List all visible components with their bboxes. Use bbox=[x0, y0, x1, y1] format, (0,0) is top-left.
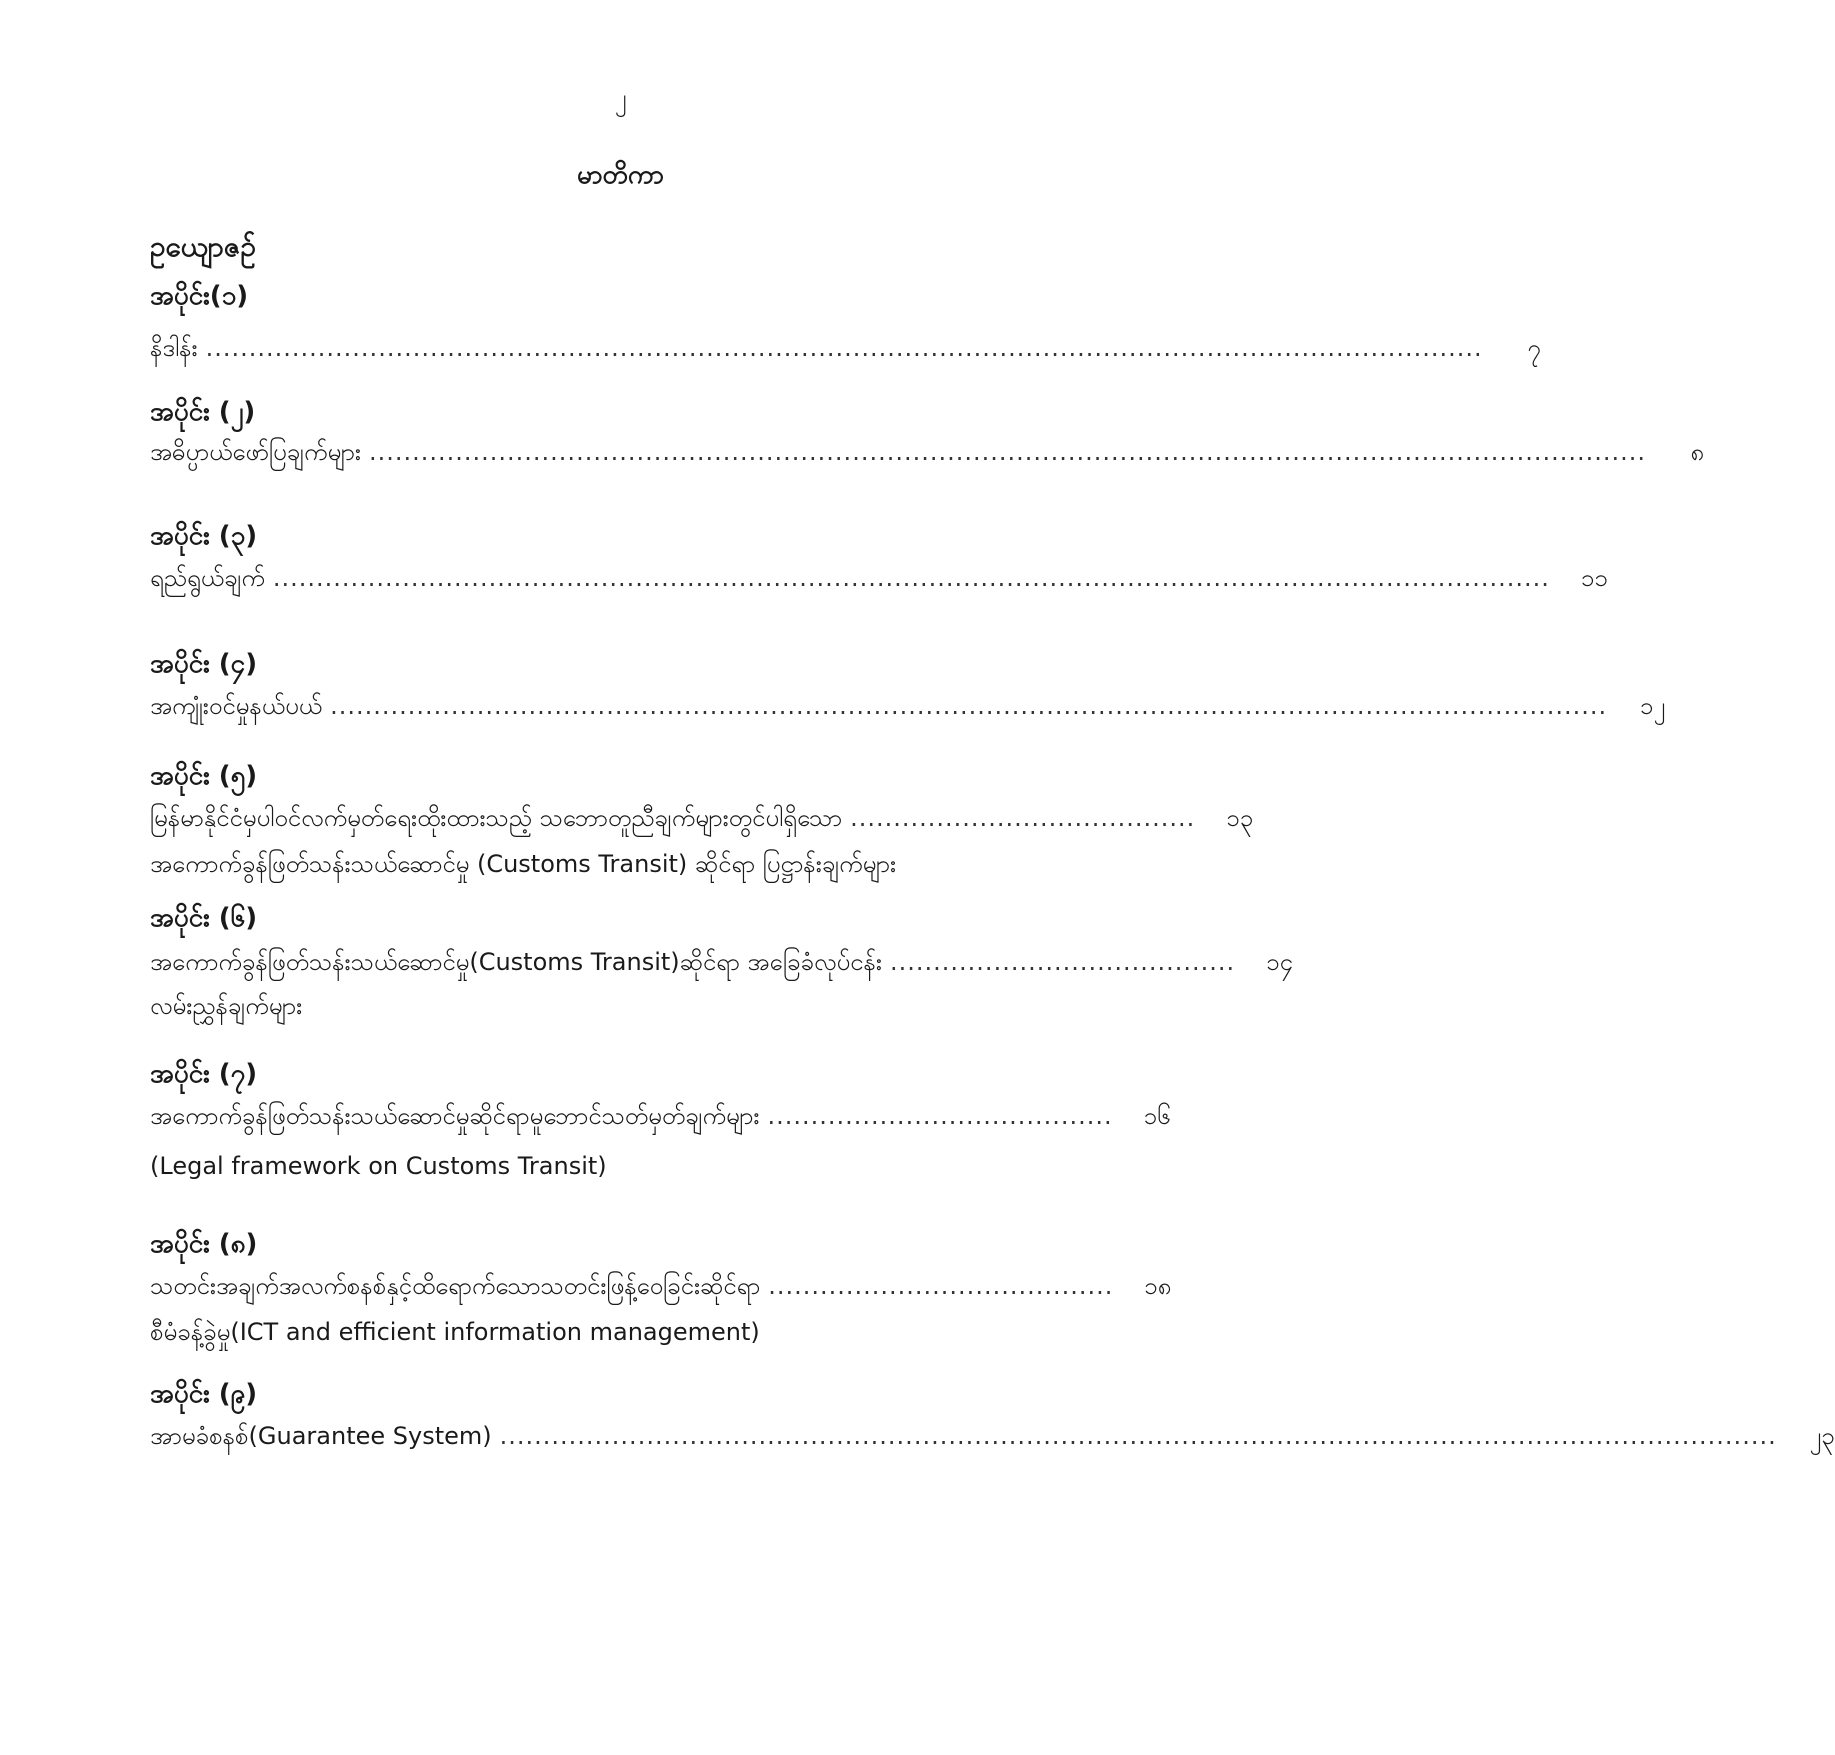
entry-continuation: စီမံခန့်ခွဲမှု(ICT and efficient information management) bbox=[150, 1318, 760, 1346]
dot-leader: .................................................................................................................................................... bbox=[499, 1422, 1777, 1450]
dot-leader: ........................................ bbox=[850, 804, 1196, 832]
page-title: မာတိကာ bbox=[577, 160, 664, 190]
dot-leader: .................................................................................................................................................... bbox=[205, 334, 1483, 362]
part-heading: အပိုင်း (၃) bbox=[150, 521, 258, 551]
part-heading: အပိုင်း (၈) bbox=[150, 1229, 258, 1259]
entry-page-number: ၈ bbox=[1690, 438, 1705, 466]
dot-leader: .................................................................................................................................................... bbox=[272, 564, 1550, 592]
part-heading: အပိုင်း (၇) bbox=[150, 1059, 258, 1089]
toc-entry[interactable] bbox=[150, 562, 1608, 602]
entry-page-number: ၁၁ bbox=[1580, 564, 1608, 592]
part-heading: အပိုင်း (၄) bbox=[150, 649, 258, 679]
entry-title: မြန်မာနိုင်ငံမှပါဝင်လက်မှတ်ရေးထိုးထားသည့် သဘောတူညီချက်များတွင်ပါရှိသော bbox=[150, 804, 843, 832]
toc-entry[interactable] bbox=[150, 1270, 1172, 1310]
entry-page-number: ၁၄ bbox=[1266, 948, 1294, 976]
dot-leader: ........................................ bbox=[767, 1102, 1113, 1130]
toc-entry[interactable] bbox=[150, 1420, 1835, 1460]
entry-title: အကျုံးဝင်မှုနယ်ပယ် bbox=[150, 692, 323, 720]
toc-entry[interactable] bbox=[150, 332, 1541, 372]
entry-title: အဓိပ္ပာယ်ဖော်ပြချက်များ bbox=[150, 438, 361, 466]
page-number: ၂ bbox=[614, 84, 627, 112]
entry-page-number: ၁၂ bbox=[1639, 692, 1666, 720]
part-heading: အပိုင်း (၉) bbox=[150, 1379, 258, 1409]
dot-leader: .................................................................................................................................................... bbox=[368, 438, 1647, 466]
toc-entry[interactable] bbox=[150, 436, 1705, 476]
entry-continuation: (Legal framework on Customs Transit) bbox=[150, 1152, 607, 1180]
entry-page-number: ၂၃ bbox=[1809, 1422, 1835, 1450]
entry-page-number: ၁၈ bbox=[1144, 1272, 1172, 1300]
entry-page-number: ၇ bbox=[1527, 334, 1541, 362]
dot-leader: ........................................ bbox=[768, 1272, 1114, 1300]
entry-page-number: ၁၆ bbox=[1143, 1102, 1171, 1130]
entry-title: သတင်းအချက်အလက်စနစ်နှင့်ထိရောက်သောသတင်းဖြန့်ဝေခြင်းဆိုင်ရာ bbox=[150, 1272, 761, 1300]
dot-leader: .................................................................................................................................................... bbox=[330, 692, 1608, 720]
toc-entry[interactable] bbox=[150, 802, 1254, 842]
part-heading: အပိုင်း(၁) bbox=[150, 281, 249, 311]
preface-heading[interactable]: ဥယျောဇဉ် bbox=[150, 230, 257, 263]
dot-leader: ........................................ bbox=[890, 948, 1236, 976]
part-heading: အပိုင်း (၆) bbox=[150, 903, 258, 933]
part-heading: အပိုင်း (၂) bbox=[150, 397, 256, 427]
toc-entry[interactable] bbox=[150, 1100, 1171, 1140]
toc-entry[interactable] bbox=[150, 690, 1666, 730]
entry-continuation: လမ်းညွှန်ချက်များ bbox=[150, 992, 303, 1020]
entry-title: အကောက်ခွန်ဖြတ်သန်းသယ်ဆောင်မှု(Customs Transit)ဆိုင်ရာ အခြေခံလုပ်ငန်း bbox=[150, 948, 883, 976]
part-heading: အပိုင်း (၅) bbox=[150, 761, 258, 791]
toc-entry[interactable] bbox=[150, 946, 1294, 986]
entry-title: ရည်ရွယ်ချက် bbox=[150, 564, 265, 592]
entry-title: အာမခံစနစ်(Guarantee System) bbox=[150, 1422, 492, 1450]
entry-continuation: အကောက်ခွန်ဖြတ်သန်းသယ်ဆောင်မှု (Customs Transit) ဆိုင်ရာ ပြဋ္ဌာန်းချက်များ bbox=[150, 850, 897, 878]
entry-page-number: ၁၃ bbox=[1226, 804, 1254, 832]
entry-title: အကောက်ခွန်ဖြတ်သန်းသယ်ဆောင်မှုဆိုင်ရာမူဘောင်သတ်မှတ်ချက်များ bbox=[150, 1102, 760, 1130]
entry-title: နိဒါန်း bbox=[150, 334, 198, 362]
